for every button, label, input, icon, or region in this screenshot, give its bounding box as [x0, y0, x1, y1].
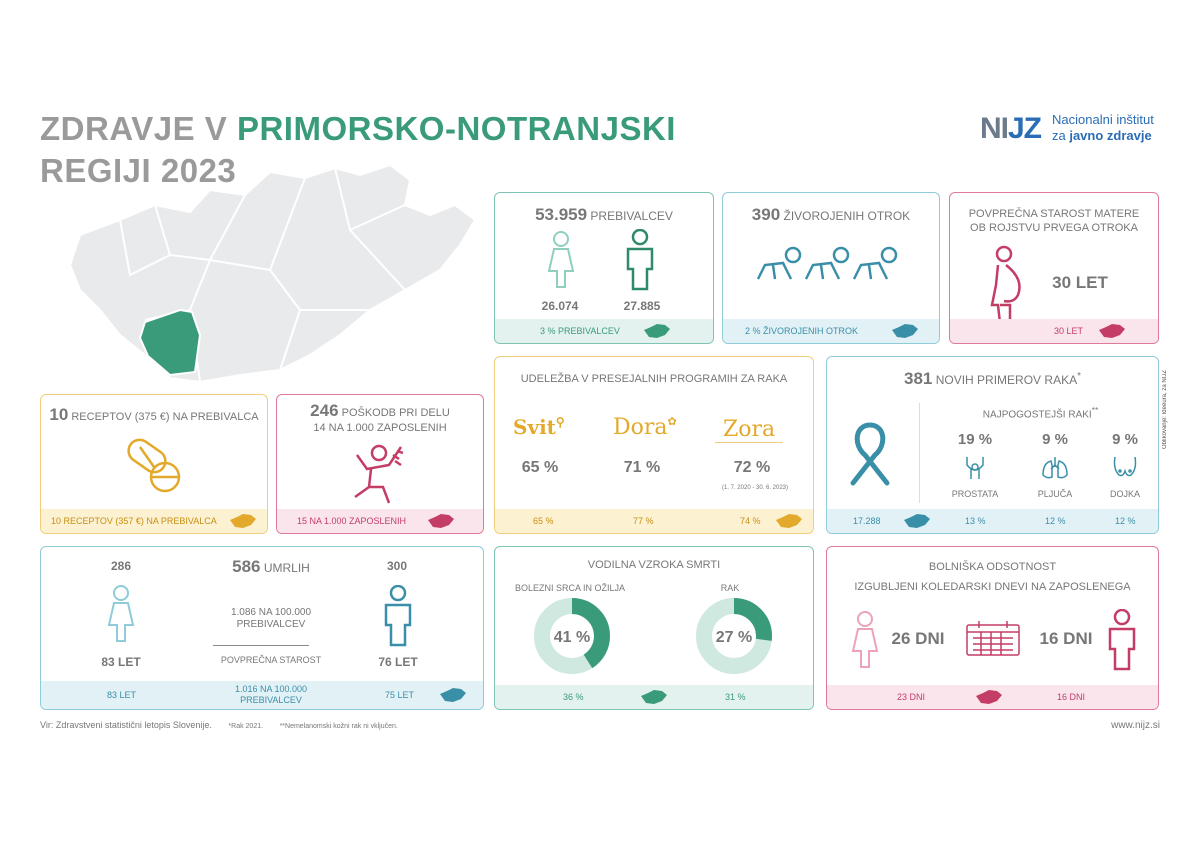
- cause-cancer-label: RAK: [720, 583, 740, 593]
- slovenia-mini-icon: [229, 513, 257, 529]
- mother-age-card: [949, 192, 1159, 344]
- zora-logo: Zora: [715, 417, 783, 443]
- prescriptions-footer: [41, 509, 267, 533]
- footnote-2: **Nemelanomski kožni rak ni vključen.: [279, 723, 398, 730]
- calendar-icon: [965, 619, 1021, 657]
- slovenia-mini-icon: [975, 689, 1003, 705]
- cancer-ribbon-icon: [845, 421, 895, 489]
- screening-card: [494, 356, 814, 534]
- causes-footer: [495, 685, 813, 709]
- cancer-donut: [695, 597, 773, 675]
- mother-age-title-1: POVPREČNA STAROST MATERE: [968, 208, 1140, 220]
- region-highlight: [140, 310, 200, 375]
- breast-icon: [1111, 455, 1139, 481]
- slovenia-mini-icon: [427, 513, 455, 529]
- screening-footer: [495, 509, 813, 533]
- population-label: PREBIVALCEV: [590, 209, 673, 223]
- causes-title: VODILNA VZROKA SMRTI: [587, 559, 721, 571]
- injuries-heading: [277, 403, 483, 436]
- logo-mark: [980, 112, 1041, 146]
- slovenia-map: [60, 160, 480, 390]
- cancer-mark: *: [1077, 371, 1081, 382]
- deaths-female-age: 83 LET: [101, 655, 141, 669]
- sick-leave-card: [826, 546, 1159, 710]
- deaths-rate-1: 1.086 NA 100.000: [230, 607, 312, 618]
- deaths-label: UMRLIH: [263, 561, 310, 575]
- dora-logo: Dora✿: [613, 415, 677, 440]
- prescriptions-label: RECEPTOV (375 €) NA PREBIVALCA: [71, 411, 259, 423]
- deaths-footer-right: 75 LET: [385, 690, 415, 700]
- cancer-card: [826, 356, 1159, 534]
- births-heading: [723, 205, 939, 225]
- lungs-value: 9 %: [1042, 431, 1068, 448]
- dora-value: 71 %: [623, 459, 661, 476]
- births-card: [722, 192, 940, 344]
- logo-line1: Nacionalni inštitut: [1052, 112, 1154, 127]
- website-link[interactable]: www.nijz.si: [1111, 720, 1160, 731]
- cancer-sub-mark: **: [1091, 405, 1099, 415]
- prostate-label: PROSTATA: [951, 489, 999, 499]
- deaths-avg-label: POVPREČNA STAROST: [220, 655, 322, 665]
- injuries-count: 246: [310, 401, 339, 420]
- slovenia-mini-icon: [643, 323, 671, 339]
- lungs-footer: 12 %: [1045, 516, 1066, 526]
- source-text: Vir: Zdravstveni statistični letopis Slovenije.: [40, 720, 212, 730]
- lungs-label: PLJUČA: [1037, 489, 1073, 499]
- deaths-male-age: 76 LET: [378, 655, 418, 669]
- mother-age-footer: [950, 319, 1158, 343]
- population-card: [494, 192, 714, 344]
- prostate-footer: 13 %: [965, 516, 986, 526]
- zora-value: 72 %: [733, 459, 771, 476]
- zora-note: (1. 7. 2020 - 30. 6. 2023): [721, 485, 789, 491]
- births-footer-text: 2 % ŽIVOROJENIH OTROK: [745, 326, 859, 336]
- deaths-heading: [191, 557, 351, 577]
- sick-leave-footer-right: 16 DNI: [1057, 692, 1086, 702]
- pills-icon: [123, 435, 187, 499]
- dora-name: Dora: [613, 415, 668, 440]
- breast-value: 9 %: [1112, 431, 1138, 448]
- injuries-label: POŠKODB PRI DELU: [341, 407, 450, 419]
- population-heading: [495, 205, 713, 225]
- slovenia-mini-icon: [1098, 323, 1126, 339]
- deaths-card: [40, 546, 484, 710]
- dora-footer: 77 %: [633, 516, 654, 526]
- injuries-sub: 14 NA 1.000 ZAPOSLENIH: [313, 422, 447, 434]
- slovenia-mini-icon: [439, 687, 467, 703]
- deaths-male: 300: [386, 559, 408, 573]
- cancer-count: 381: [904, 369, 933, 388]
- cause-cancer-value: 27 %: [715, 629, 753, 646]
- deaths-footer-left: 83 LET: [107, 690, 137, 700]
- cause-cancer-footer: 31 %: [725, 692, 746, 702]
- cancer-sub: NAJPOGOSTEJŠI RAKI: [982, 409, 1092, 421]
- deaths-rate-2: PREBIVALCEV: [236, 619, 306, 630]
- cause-heart-label: BOLEZNI SRCA IN OŽILJA: [514, 583, 626, 593]
- cause-heart-value: 41 %: [553, 629, 591, 646]
- prostate-icon: [963, 455, 987, 481]
- logo-mark-ni: NI: [980, 112, 1008, 145]
- svit-value: 65 %: [521, 459, 559, 476]
- prostate-value: 19 %: [957, 431, 993, 448]
- cancer-footer-total: 17.288: [853, 516, 881, 526]
- mother-age-value: 30 LET: [1052, 273, 1108, 292]
- mother-age-title-2: OB ROJSTVU PRVEGA OTROKA: [970, 222, 1138, 234]
- deaths-footer-mid-1: 1.016 NA 100.000: [234, 684, 308, 694]
- injured-person-icon: [349, 441, 415, 507]
- male-person-icon: [623, 229, 657, 291]
- logo-line2-b: javno zdravje: [1069, 128, 1152, 143]
- cancer-footer: [827, 509, 1158, 533]
- mother-age-heading: [950, 207, 1158, 235]
- deaths-female: 286: [110, 559, 132, 573]
- population-male: 27.885: [623, 299, 661, 313]
- pregnant-woman-icon: [988, 245, 1028, 325]
- causes-card: [494, 546, 814, 710]
- source-line: [40, 720, 398, 730]
- footnote-1: *Rak 2021.: [228, 723, 264, 730]
- slovenia-mini-icon: [775, 513, 803, 529]
- prescriptions-footer-text: 10 RECEPTOV (357 €) NA PREBIVALCA: [51, 516, 217, 526]
- crawling-babies-icon: [753, 245, 913, 285]
- divider: [919, 403, 920, 503]
- male-person-icon: [381, 585, 415, 647]
- female-person-icon: [545, 231, 577, 289]
- deaths-footer-mid: [191, 684, 351, 706]
- injuries-card: [276, 394, 484, 534]
- sick-leave-footer: [827, 685, 1158, 709]
- svit-logo: Svit⚲: [513, 415, 565, 439]
- births-label: ŽIVOROJENIH OTROK: [783, 209, 911, 223]
- logo-line2-a: za: [1052, 128, 1070, 143]
- sick-leave-sub: IZGUBLJENI KOLEDARSKI DNEVI NA ZAPOSLENEGA: [854, 581, 1131, 593]
- deaths-footer: [41, 681, 483, 709]
- prescriptions-heading: [41, 405, 267, 425]
- prescriptions-card: [40, 394, 268, 534]
- injuries-footer-text: 15 NA 1.000 ZAPOSLENIH: [297, 516, 407, 526]
- slovenia-mini-icon: [903, 513, 931, 529]
- cancer-label: NOVIH PRIMEROV RAKA: [935, 373, 1078, 387]
- population-footer: [495, 319, 713, 343]
- cancer-sub-heading: [923, 405, 1158, 420]
- slovenia-mini-icon: [891, 323, 919, 339]
- female-person-icon: [105, 585, 137, 643]
- sick-leave-female: 26 DNI: [891, 629, 945, 648]
- cancer-heading: [827, 369, 1158, 389]
- svit-footer: 65 %: [533, 516, 554, 526]
- divider: [213, 645, 309, 646]
- screening-title: UDELEŽBA V PRESEJALNIH PROGRAMIH ZA RAKA: [520, 373, 788, 385]
- sick-leave-footer-left: 23 DNI: [897, 692, 926, 702]
- lungs-icon: [1041, 455, 1069, 481]
- title-region: PRIMORSKO-NOTRANJSKI: [236, 110, 676, 147]
- population-count: 53.959: [535, 205, 588, 224]
- title-line2: REGIJI 2023: [40, 152, 237, 189]
- slovenia-mini-icon: [640, 689, 668, 705]
- births-footer: [723, 319, 939, 343]
- deaths-footer-mid-2: PREBIVALCEV: [240, 695, 302, 705]
- mother-age-footer-text: 30 LET: [1054, 326, 1084, 336]
- injuries-footer: [277, 509, 483, 533]
- deaths-rate: [191, 607, 351, 631]
- female-person-icon: [849, 611, 881, 669]
- deaths-count: 586: [232, 557, 261, 576]
- population-footer-text: 3 % PREBIVALCEV: [540, 326, 620, 336]
- cause-heart-footer: 36 %: [563, 692, 584, 702]
- logo-mark-jz: JZ: [1008, 112, 1042, 145]
- breast-footer: 12 %: [1115, 516, 1136, 526]
- population-female: 26.074: [541, 299, 579, 313]
- breast-label: DOJKA: [1109, 489, 1140, 499]
- svit-name: Svit: [513, 415, 556, 439]
- sick-leave-title: BOLNIŠKA ODSOTNOST: [928, 561, 1057, 573]
- logo-text: [1052, 112, 1154, 144]
- design-credit: Oblikovanje: Ideeura, za NIJZ: [1162, 370, 1168, 450]
- births-count: 390: [751, 205, 781, 224]
- prescriptions-count: 10: [49, 405, 69, 424]
- zora-footer: 74 %: [740, 516, 761, 526]
- title-part1: ZDRAVJE V: [40, 110, 237, 147]
- male-person-icon: [1105, 609, 1139, 671]
- sick-leave-male: 16 DNI: [1039, 629, 1093, 648]
- heart-donut: [533, 597, 611, 675]
